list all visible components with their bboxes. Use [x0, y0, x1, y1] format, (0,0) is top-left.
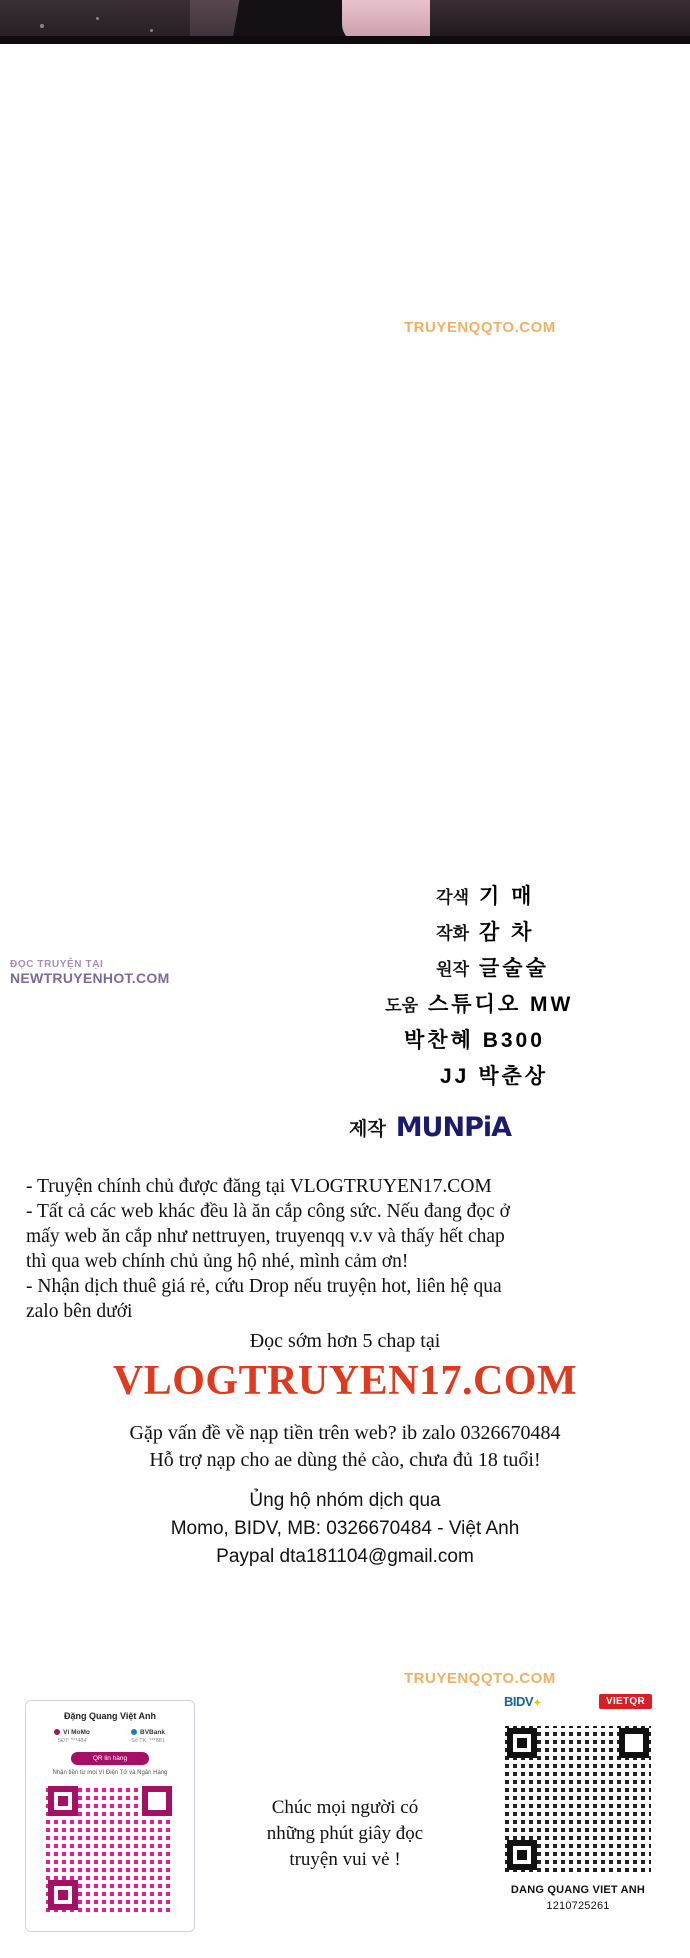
thanks-line: truyện vui vẻ !: [289, 1849, 401, 1870]
credit-row: [0, 988, 690, 1018]
credit-row: [0, 952, 690, 982]
panel-bottom-band: [0, 36, 690, 44]
thanks-line: những phút giây đọc: [266, 1823, 424, 1844]
credit-label: 원작: [436, 960, 469, 979]
notice-line: - Nhận dịch thuê giá rẻ, cứu Drop nếu truyện hot, liên hệ qua: [26, 1276, 502, 1297]
credit-value: 감 차: [479, 921, 535, 944]
momo-account-holder: Đặng Quang Việt Anh: [63, 1711, 156, 1721]
credit-value: 박찬혜 B300: [404, 1029, 545, 1052]
credit-row: [0, 916, 690, 946]
bvbank-number: Số TK: ***881: [131, 1738, 165, 1744]
star-icon: ✦: [533, 1697, 541, 1709]
read-early-label: Đọc sớm hơn 5 chap tại: [249, 1330, 441, 1352]
momo-subtitle: Nhận tiền từ mọi Ví Điện Tử và Ngân Hàng: [52, 1770, 168, 1776]
notice-line: - Tất cả các web khác đều là ăn cắp công sức. Nếu đang đọc ở: [26, 1201, 510, 1222]
bidv-account-number: 1210725261: [546, 1900, 610, 1912]
notice-line: thì qua web chính chủ ủng hộ nhé, mình cảm ơn!: [26, 1251, 409, 1272]
momo-bank-item: [110, 1729, 186, 1744]
momo-bank-number: SĐT: ***484: [57, 1738, 87, 1744]
notice-line: zalo bên dưới: [26, 1301, 133, 1322]
official-site-link[interactable]: VLOGTRUYEN17.COM: [112, 1358, 578, 1404]
donate-line: Momo, BIDV, MB: 0326670484 - Việt Anh: [170, 1518, 520, 1539]
credit-value: 글술술: [479, 957, 549, 980]
bidv-account-name: DANG QUANG VIET ANH: [510, 1884, 646, 1896]
bidv-qr-code[interactable]: [503, 1724, 653, 1874]
credit-label: 도움: [385, 996, 418, 1015]
support-line: Gặp vấn đề về nạp tiền trên web? ib zalo 0326670484: [129, 1422, 561, 1444]
panel-light-dot: [96, 17, 99, 20]
credits-block: [0, 880, 690, 1096]
momo-icon: [54, 1729, 60, 1735]
notice-line: - Truyện chính chủ được đăng tại VLOGTRUYEN17.COM: [26, 1176, 492, 1197]
credit-row: [0, 880, 690, 910]
producer-block: [0, 1112, 690, 1143]
vietqr-logo: VIETQR: [599, 1694, 652, 1709]
bidv-qr-wrap: [490, 1718, 666, 1874]
comic-panel-top: [0, 0, 690, 44]
panel-light-dot: [40, 24, 44, 28]
thanks-line: Chúc mọi người có: [271, 1797, 419, 1818]
watermark-newtruyenhot-label: ĐỌC TRUYỆN TẠI: [10, 959, 104, 970]
credit-value: 기 매: [479, 885, 535, 908]
bidv-logo: BIDV✦: [504, 1693, 541, 1709]
bvbank-name: BVBank: [110, 1729, 186, 1736]
momo-bank-name: Ví MoMo: [34, 1729, 110, 1736]
donate-line: Paypal dta181104@gmail.com: [216, 1546, 474, 1567]
watermark-newtruyenhot-url: NEWTRUYENHOT.COM: [10, 970, 170, 986]
credit-label: 작화: [436, 924, 469, 943]
watermark-truyenqqto: TRUYENQQTO.COM: [404, 319, 556, 336]
momo-payment-card: [25, 1700, 195, 1932]
credit-row: [0, 1060, 690, 1090]
momo-bank-list: [26, 1729, 194, 1744]
bvbank-icon: [131, 1729, 137, 1735]
momo-bank-item: [34, 1729, 110, 1744]
momo-qr-button[interactable]: QR lin hàng: [71, 1752, 149, 1765]
thanks-message: [205, 1795, 485, 1873]
credit-row: [0, 1024, 690, 1054]
notice-line: mấy web ăn cắp như nettruyen, truyenqq v.v và thấy hết chap: [26, 1226, 505, 1247]
panel-light-dot: [150, 29, 153, 32]
momo-qr-code[interactable]: [44, 1782, 176, 1914]
watermark-truyenqqto: TRUYENQQTO.COM: [404, 1670, 556, 1687]
producer-label: 제작: [348, 1119, 386, 1140]
support-line: Hỗ trợ nạp cho ae dùng thẻ cào, chưa đủ 18 tuổi!: [149, 1449, 541, 1471]
translator-notice: [26, 1174, 666, 1324]
support-info: [0, 1420, 690, 1474]
donate-info: [0, 1487, 690, 1571]
credit-label: 각색: [436, 888, 469, 907]
bidv-payment-card: [490, 1690, 666, 1948]
munpia-logo: MUNPiA: [395, 1112, 512, 1143]
donate-line: Ủng hộ nhóm dịch qua: [249, 1490, 441, 1511]
bidv-card-header: [490, 1690, 666, 1712]
credit-value: JJ 박춘상: [440, 1065, 549, 1088]
credit-value: 스튜디오 MW: [428, 993, 574, 1016]
